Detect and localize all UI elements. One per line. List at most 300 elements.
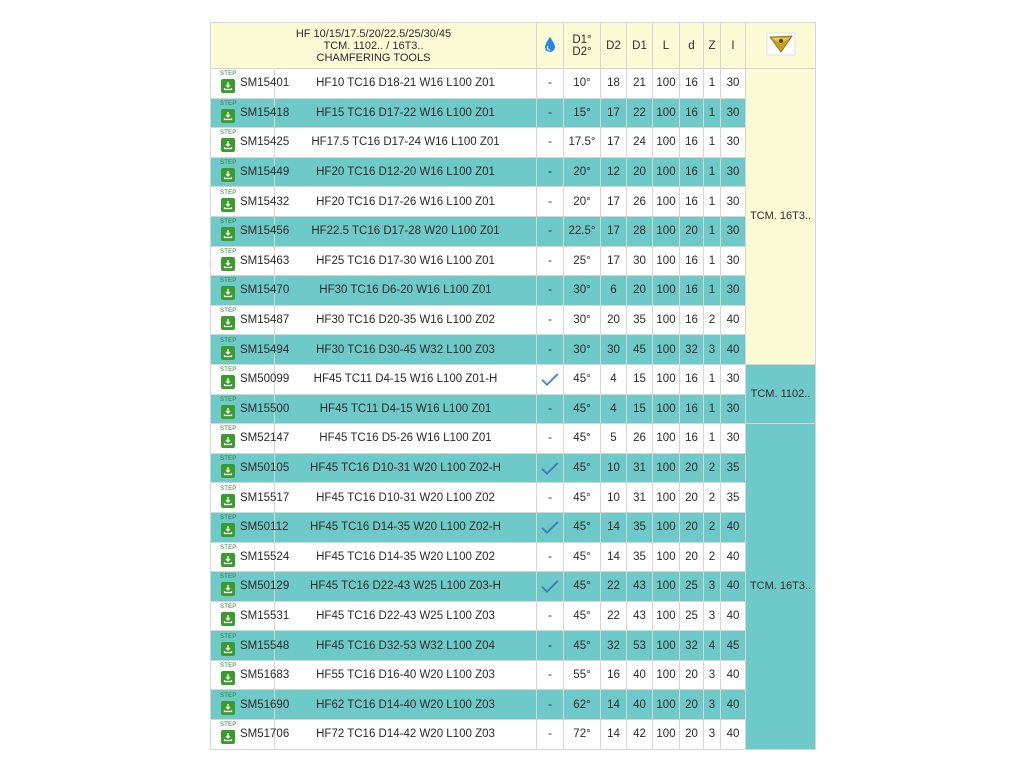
d-cell: 25 xyxy=(680,601,704,631)
d1-cell: 40 xyxy=(627,690,653,720)
d-cell: 20 xyxy=(680,512,704,542)
d1-cell: 35 xyxy=(627,542,653,572)
step-label: STEP xyxy=(220,100,237,107)
z-cell: 1 xyxy=(704,276,721,306)
table-row xyxy=(211,542,816,572)
step-download-icon[interactable] xyxy=(220,131,236,153)
l-cell: 100 xyxy=(653,216,680,246)
i-cell: 30 xyxy=(721,128,746,158)
step-download-icon[interactable] xyxy=(220,635,236,657)
description-cell: HF20 TC16 D12-20 W16 L100 Z01 xyxy=(275,157,537,187)
product-code-cell xyxy=(211,157,290,187)
i-cell: 30 xyxy=(721,394,746,424)
product-code-cell xyxy=(211,572,290,602)
l-cell: 100 xyxy=(653,128,680,158)
d-cell: 20 xyxy=(680,216,704,246)
product-code[interactable]: SM15487 xyxy=(240,314,290,327)
i-cell: 40 xyxy=(721,720,746,750)
d2-cell: 22 xyxy=(601,572,627,602)
coolant-check-cell xyxy=(537,572,564,602)
coolant-cell: - xyxy=(537,542,564,572)
step-download-icon[interactable] xyxy=(220,191,236,213)
angle-cell: 55° xyxy=(564,660,601,690)
i-cell: 30 xyxy=(721,98,746,128)
coolant-cell: - xyxy=(537,305,564,335)
step-label: STEP xyxy=(220,574,237,581)
description-cell: HF30 TC16 D6-20 W16 L100 Z01 xyxy=(275,276,537,306)
step-download-icon[interactable] xyxy=(220,102,236,124)
coolant-cell: - xyxy=(537,69,564,99)
table-row xyxy=(211,660,816,690)
l-cell: 100 xyxy=(653,690,680,720)
table-row xyxy=(211,69,816,99)
d-cell: 16 xyxy=(680,69,704,99)
coolant-cell: - xyxy=(537,660,564,690)
d-cell: 32 xyxy=(680,631,704,661)
description-cell: HF30 TC16 D30-45 W32 L100 Z03 xyxy=(275,335,537,365)
z-cell: 4 xyxy=(704,631,721,661)
d2-cell: 17 xyxy=(601,98,627,128)
product-code[interactable]: SM15432 xyxy=(240,195,290,208)
z-cell: 1 xyxy=(704,98,721,128)
coolant-header xyxy=(537,23,564,69)
angle-cell: 45° xyxy=(564,364,601,394)
i-cell: 30 xyxy=(721,364,746,394)
d2-cell: 30 xyxy=(601,335,627,365)
insert-type-cell: TCM. 16T3.. xyxy=(746,424,816,750)
step-label: STEP xyxy=(220,663,237,670)
i-cell: 40 xyxy=(721,542,746,572)
step-label: STEP xyxy=(220,426,237,433)
z-cell: 1 xyxy=(704,246,721,276)
product-code[interactable]: SM15524 xyxy=(240,550,290,563)
description-cell: HF72 TC16 D14-42 W20 L100 Z03 xyxy=(275,720,537,750)
d2-cell: 6 xyxy=(601,276,627,306)
l-cell: 100 xyxy=(653,98,680,128)
angle-cell: 45° xyxy=(564,424,601,454)
product-code-cell xyxy=(211,335,290,365)
table-row xyxy=(211,276,816,306)
product-code-cell xyxy=(211,69,290,99)
step-download-icon[interactable] xyxy=(220,457,236,479)
z-cell: 3 xyxy=(704,720,721,750)
step-label: STEP xyxy=(220,515,237,522)
product-code[interactable]: SM15517 xyxy=(240,491,290,504)
product-code[interactable]: SM15494 xyxy=(240,343,290,356)
i-cell: 30 xyxy=(721,69,746,99)
table-row xyxy=(211,631,816,661)
table-row xyxy=(211,98,816,128)
description-cell: HF45 TC11 D4-15 W16 L100 Z01-H xyxy=(275,364,537,394)
i-cell: 30 xyxy=(721,246,746,276)
product-code[interactable]: SM15449 xyxy=(240,166,290,179)
table-row xyxy=(211,216,816,246)
coolant-cell: - xyxy=(537,216,564,246)
product-code[interactable]: SM50099 xyxy=(240,373,290,386)
d2-cell: 14 xyxy=(601,720,627,750)
d-cell: 32 xyxy=(680,335,704,365)
d1-cell: 35 xyxy=(627,305,653,335)
d1-cell: 43 xyxy=(627,601,653,631)
description-cell: HF45 TC16 D14-35 W20 L100 Z02 xyxy=(275,542,537,572)
coolant-cell: - xyxy=(537,720,564,750)
coolant-cell: - xyxy=(537,601,564,631)
l-cell: 100 xyxy=(653,69,680,99)
product-code-cell xyxy=(211,305,290,335)
description-cell: HF22.5 TC16 D17-28 W20 L100 Z01 xyxy=(275,216,537,246)
insert-type-cell: TCM. 16T3.. xyxy=(746,69,816,365)
table-row xyxy=(211,424,816,454)
l-cell: 100 xyxy=(653,572,680,602)
step-download-icon[interactable] xyxy=(220,487,236,509)
coolant-check-cell xyxy=(537,512,564,542)
header-row xyxy=(211,23,816,69)
product-code-cell xyxy=(211,483,290,513)
angle-cell: 30° xyxy=(564,276,601,306)
coolant-cell: - xyxy=(537,187,564,217)
water-drop-icon xyxy=(544,36,556,53)
i-cell: 30 xyxy=(721,157,746,187)
z-cell: 1 xyxy=(704,424,721,454)
product-code[interactable]: SM50112 xyxy=(240,521,289,534)
d1-cell: 43 xyxy=(627,572,653,602)
checkmark-icon xyxy=(541,521,559,534)
table-row xyxy=(211,572,816,602)
d2-cell: 32 xyxy=(601,631,627,661)
angle-cell: 45° xyxy=(564,601,601,631)
step-label: STEP xyxy=(220,485,237,492)
d2-cell: 4 xyxy=(601,394,627,424)
product-code[interactable]: SM50129 xyxy=(240,580,290,593)
product-code[interactable]: SM15531 xyxy=(240,609,290,622)
l-cell: 100 xyxy=(653,187,680,217)
step-label: STEP xyxy=(220,456,237,463)
product-code-cell xyxy=(211,720,290,750)
product-code[interactable]: SM15418 xyxy=(240,106,290,119)
step-download-icon[interactable] xyxy=(220,72,236,94)
step-download-icon[interactable] xyxy=(220,694,236,716)
angle-header xyxy=(564,23,601,69)
l-cell: 100 xyxy=(653,512,680,542)
product-code-cell xyxy=(211,690,290,720)
step-label: STEP xyxy=(220,130,237,137)
angle-cell: 30° xyxy=(564,335,601,365)
checkmark-icon xyxy=(541,580,559,593)
angle-cell: 45° xyxy=(564,572,601,602)
angle-cell: 45° xyxy=(564,512,601,542)
d2-cell: 17 xyxy=(601,216,627,246)
d-cell: 16 xyxy=(680,157,704,187)
product-code-cell xyxy=(211,98,290,128)
product-code[interactable]: SM15456 xyxy=(240,225,290,238)
d-cell: 25 xyxy=(680,572,704,602)
step-label: STEP xyxy=(220,219,237,226)
step-download-icon[interactable] xyxy=(220,220,236,242)
title-line-3: CHAMFERING TOOLS xyxy=(316,51,431,64)
d2-cell: 17 xyxy=(601,128,627,158)
d2-cell: 5 xyxy=(601,424,627,454)
coolant-cell: - xyxy=(537,276,564,306)
d1-cell: 35 xyxy=(627,512,653,542)
table-row xyxy=(211,128,816,158)
table-row xyxy=(211,394,816,424)
d-cell: 16 xyxy=(680,187,704,217)
table-row xyxy=(211,187,816,217)
l-cell: 100 xyxy=(653,276,680,306)
l-cell: 100 xyxy=(653,483,680,513)
d1-cell: 26 xyxy=(627,424,653,454)
i-cell: 40 xyxy=(721,690,746,720)
i-cell: 45 xyxy=(721,631,746,661)
d-cell: 16 xyxy=(680,246,704,276)
l-cell: 100 xyxy=(653,660,680,690)
d2-cell: 10 xyxy=(601,483,627,513)
description-cell: HF45 TC16 D5-26 W16 L100 Z01 xyxy=(275,424,537,454)
d-cell: 16 xyxy=(680,394,704,424)
step-download-icon[interactable] xyxy=(220,279,236,301)
i-cell: 40 xyxy=(721,512,746,542)
d1-cell: 31 xyxy=(627,453,653,483)
step-label: STEP xyxy=(220,603,237,610)
z-cell: 2 xyxy=(704,453,721,483)
triangular-insert-icon xyxy=(766,32,796,56)
product-code[interactable]: SM15500 xyxy=(240,402,290,415)
l-header: L xyxy=(653,23,680,69)
d1-header: D1 xyxy=(627,23,653,69)
coolant-cell: - xyxy=(537,128,564,158)
chamfering-tools-table xyxy=(210,22,816,750)
d1-cell: 28 xyxy=(627,216,653,246)
angle-cell: 10° xyxy=(564,69,601,99)
z-cell: 3 xyxy=(704,572,721,602)
d1-cell: 15 xyxy=(627,394,653,424)
angle-cell: 30° xyxy=(564,305,601,335)
checkmark-icon xyxy=(541,373,559,386)
step-download-icon[interactable] xyxy=(220,516,236,538)
coolant-cell: - xyxy=(537,394,564,424)
product-code-cell xyxy=(211,660,290,690)
angle-cell: 45° xyxy=(564,631,601,661)
d-cell: 20 xyxy=(680,542,704,572)
angle-cell: 72° xyxy=(564,720,601,750)
d1-cell: 15 xyxy=(627,364,653,394)
step-label: STEP xyxy=(220,544,237,551)
coolant-cell: - xyxy=(537,424,564,454)
d2-cell: 22 xyxy=(601,601,627,631)
d2-cell: 14 xyxy=(601,690,627,720)
description-cell: HF55 TC16 D16-40 W20 L100 Z03 xyxy=(275,660,537,690)
table-row xyxy=(211,305,816,335)
d2-cell: 20 xyxy=(601,305,627,335)
d-cell: 16 xyxy=(680,276,704,306)
insert-header xyxy=(746,23,816,69)
angle-cell: 22.5° xyxy=(564,216,601,246)
l-cell: 100 xyxy=(653,246,680,276)
description-cell: HF25 TC16 D17-30 W16 L100 Z01 xyxy=(275,246,537,276)
product-code[interactable]: SM50105 xyxy=(240,462,290,475)
table-row xyxy=(211,453,816,483)
angle-cell: 45° xyxy=(564,394,601,424)
description-cell: HF45 TC16 D10-31 W20 L100 Z02 xyxy=(275,483,537,513)
product-code-cell xyxy=(211,601,290,631)
step-download-icon[interactable] xyxy=(220,605,236,627)
d2-cell: 16 xyxy=(601,660,627,690)
d-cell: 20 xyxy=(680,720,704,750)
d-cell: 16 xyxy=(680,424,704,454)
product-code-cell xyxy=(211,542,290,572)
angle-cell: 45° xyxy=(564,542,601,572)
i-cell: 30 xyxy=(721,276,746,306)
description-cell: HF45 TC11 D4-15 W16 L100 Z01 xyxy=(275,394,537,424)
description-cell: HF45 TC16 D10-31 W20 L100 Z02-H xyxy=(275,453,537,483)
d1-cell: 20 xyxy=(627,157,653,187)
product-code[interactable]: SM15425 xyxy=(240,136,290,149)
step-download-icon[interactable] xyxy=(220,339,236,361)
i-cell: 40 xyxy=(721,572,746,602)
d2-header: D2 xyxy=(601,23,627,69)
description-cell: HF45 TC16 D22-43 W25 L100 Z03-H xyxy=(275,572,537,602)
angle-cell: 20° xyxy=(564,187,601,217)
description-cell: HF30 TC16 D20-35 W16 L100 Z02 xyxy=(275,305,537,335)
angle-cell: 62° xyxy=(564,690,601,720)
coolant-cell: - xyxy=(537,690,564,720)
d1-cell: 21 xyxy=(627,69,653,99)
product-code[interactable]: SM52147 xyxy=(240,432,290,445)
l-cell: 100 xyxy=(653,453,680,483)
d-header: d xyxy=(680,23,704,69)
l-cell: 100 xyxy=(653,157,680,187)
step-download-icon[interactable] xyxy=(220,368,236,390)
i-cell: 35 xyxy=(721,483,746,513)
z-cell: 3 xyxy=(704,335,721,365)
title-line-2: TCM. 1102.. / 16T3.. xyxy=(323,39,424,52)
z-cell: 3 xyxy=(704,690,721,720)
product-code[interactable]: SM15463 xyxy=(240,254,290,267)
d1-cell: 20 xyxy=(627,276,653,306)
product-code[interactable]: SM51706 xyxy=(240,728,290,741)
d-cell: 16 xyxy=(680,305,704,335)
l-cell: 100 xyxy=(653,305,680,335)
z-cell: 2 xyxy=(704,512,721,542)
step-download-icon[interactable] xyxy=(220,250,236,272)
step-label: STEP xyxy=(220,308,237,315)
coolant-cell: - xyxy=(537,246,564,276)
product-code[interactable]: SM15401 xyxy=(240,77,290,90)
step-label: STEP xyxy=(220,367,237,374)
d-cell: 20 xyxy=(680,453,704,483)
product-code-cell xyxy=(211,364,290,394)
angle-cell: 20° xyxy=(564,157,601,187)
step-download-icon[interactable] xyxy=(220,723,236,745)
step-label: STEP xyxy=(220,248,237,255)
product-code-cell xyxy=(211,512,289,542)
checkmark-icon xyxy=(541,462,559,475)
table-title xyxy=(211,23,537,69)
description-cell: HF10 TC16 D18-21 W16 L100 Z01 xyxy=(275,69,537,99)
description-cell: HF15 TC16 D17-22 W16 L100 Z01 xyxy=(275,98,537,128)
description-cell: HF20 TC16 D17-26 W16 L100 Z01 xyxy=(275,187,537,217)
step-label: STEP xyxy=(220,71,237,78)
d-cell: 16 xyxy=(680,98,704,128)
table-row xyxy=(211,157,816,187)
i-cell: 30 xyxy=(721,216,746,246)
step-label: STEP xyxy=(220,722,237,729)
d2-cell: 10 xyxy=(601,453,627,483)
z-cell: 1 xyxy=(704,394,721,424)
step-label: STEP xyxy=(220,278,237,285)
d2-cell: 17 xyxy=(601,246,627,276)
product-code[interactable]: SM15548 xyxy=(240,639,290,652)
table-row xyxy=(211,483,816,513)
angle-header-line-2: D2° xyxy=(572,45,592,58)
step-download-icon[interactable] xyxy=(220,309,236,331)
product-code-cell xyxy=(211,128,290,158)
table-row xyxy=(211,720,816,750)
step-download-icon[interactable] xyxy=(220,664,236,686)
l-cell: 100 xyxy=(653,631,680,661)
d-cell: 20 xyxy=(680,483,704,513)
step-label: STEP xyxy=(220,692,237,699)
description-cell: HF62 TC16 D14-40 W20 L100 Z03 xyxy=(275,690,537,720)
step-download-icon[interactable] xyxy=(220,398,236,420)
step-label: STEP xyxy=(220,633,237,640)
d1-cell: 26 xyxy=(627,187,653,217)
product-code-cell xyxy=(211,216,290,246)
table-row xyxy=(211,601,816,631)
i-cell: 40 xyxy=(721,335,746,365)
product-code-cell xyxy=(211,394,290,424)
z-cell: 2 xyxy=(704,483,721,513)
step-download-icon[interactable] xyxy=(220,161,236,183)
step-label: STEP xyxy=(220,396,237,403)
description-cell: HF17.5 TC16 D17-24 W16 L100 Z01 xyxy=(275,128,537,158)
product-code[interactable]: SM15470 xyxy=(240,284,290,297)
product-code[interactable]: SM51683 xyxy=(240,669,290,682)
angle-cell: 45° xyxy=(564,483,601,513)
z-cell: 2 xyxy=(704,542,721,572)
table-row xyxy=(211,512,816,542)
l-cell: 100 xyxy=(653,335,680,365)
d2-cell: 14 xyxy=(601,542,627,572)
step-download-icon[interactable] xyxy=(220,546,236,568)
d2-cell: 18 xyxy=(601,69,627,99)
coolant-cell: - xyxy=(537,483,564,513)
d1-cell: 42 xyxy=(627,720,653,750)
step-download-icon[interactable] xyxy=(220,575,236,597)
coolant-check-cell xyxy=(537,364,564,394)
i-cell: 40 xyxy=(721,660,746,690)
i-cell: 30 xyxy=(721,187,746,217)
i-cell: 30 xyxy=(721,424,746,454)
step-download-icon[interactable] xyxy=(220,427,236,449)
coolant-check-cell xyxy=(537,453,564,483)
product-code-cell xyxy=(211,276,290,306)
d1-cell: 40 xyxy=(627,660,653,690)
product-code-cell xyxy=(211,187,290,217)
angle-cell: 15° xyxy=(564,98,601,128)
l-cell: 100 xyxy=(653,601,680,631)
title-line-1: HF 10/15/17.5/20/22.5/25/30/45 xyxy=(295,27,452,40)
product-code[interactable]: SM51690 xyxy=(240,698,290,711)
z-cell: 1 xyxy=(704,216,721,246)
i-header: I xyxy=(721,23,746,69)
z-cell: 1 xyxy=(704,187,721,217)
d-cell: 20 xyxy=(680,690,704,720)
z-cell: 3 xyxy=(704,601,721,631)
d-cell: 20 xyxy=(680,660,704,690)
angle-cell: 45° xyxy=(564,453,601,483)
table-row xyxy=(211,364,816,394)
